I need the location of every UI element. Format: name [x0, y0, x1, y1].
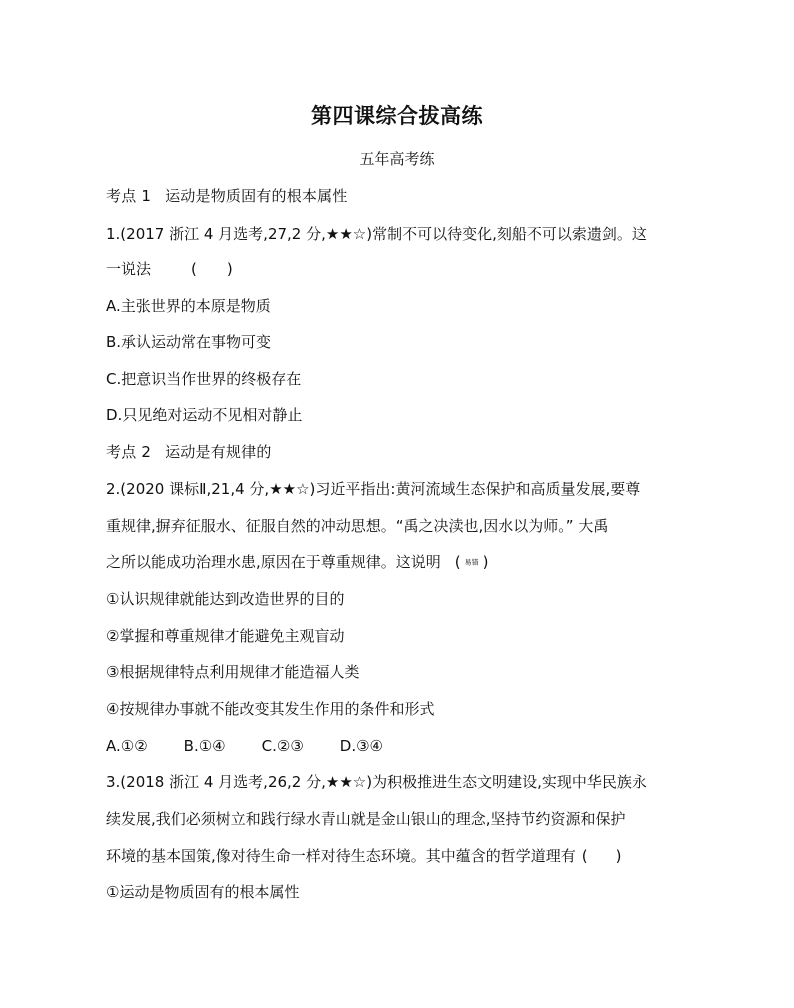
page-title: 第四课综合拔高练: [311, 104, 483, 128]
question-1-line-2: 一说法 ( ): [106, 260, 233, 278]
question-3-line-2: 续发展,我们必须树立和践行绿水青山就是金山银山的理念,坚持节约资源和保护: [106, 810, 626, 828]
question-2-line-2: 重规律,摒弃征服水、征服自然的冲动思想。“禹之决渎也,因水以为师。” 大禹: [106, 517, 609, 535]
question-3-line-3: 环境的基本国策,像对待生命一样对待生态环境。其中蕴含的哲学道理有 ( ): [106, 847, 622, 865]
choice-b: B.①④: [183, 737, 226, 755]
choice-c: C.②③: [261, 737, 304, 755]
answer-paren-open: (: [191, 260, 197, 278]
section-heading-1: [106, 186, 348, 206]
answer-paren-close: ): [226, 260, 233, 278]
question-2-line-3: 之所以能成功治理水患,原因在于尊重规律。这说明 ( 易错 ): [106, 553, 489, 571]
question-1-option-a: A.主张世界的本原是物质: [106, 297, 271, 315]
question-1-option-c: C.把意识当作世界的终极存在: [106, 370, 302, 388]
question-1-line-1: 1.(2017 浙江 4 月选考,27,2 分,★★☆)常制不可以待变化,刻船不可以索遗剑。这: [106, 225, 647, 243]
section-label: 考点 2: [106, 443, 152, 461]
question-1-option-d: D.只见绝对运动不见相对静止: [106, 406, 303, 424]
section-heading-2: [106, 442, 272, 462]
answer-paren-close: ): [615, 847, 622, 865]
question-2-item-2: ②掌握和尊重规律才能避免主观盲动: [106, 627, 345, 645]
question-2-item-1: ①认识规律就能达到改造世界的目的: [106, 590, 345, 608]
page-subtitle: 五年高考练: [359, 150, 435, 168]
section-text: 运动是有规律的: [165, 443, 272, 461]
question-3-item-1: ①运动是物质固有的根本属性: [106, 883, 300, 901]
answer-paren-open: (: [454, 553, 461, 571]
answer-paren-open: (: [581, 847, 588, 865]
error-prone-tag: 易错: [464, 558, 479, 567]
question-1-option-b: B.承认运动常在事物可变: [106, 333, 272, 351]
choice-a: A.①②: [106, 737, 148, 755]
section-label: 考点 1: [106, 187, 152, 205]
question-2-item-3: ③根据规律特点利用规律才能造福人类: [106, 663, 360, 681]
answer-paren-close: ): [482, 553, 489, 571]
question-2-line-1: 2.(2020 课标Ⅱ,21,4 分,★★☆)习近平指出:黄河流域生态保护和高质量发展,要尊: [106, 480, 641, 498]
choice-d: D.③④: [339, 737, 383, 755]
question-2-item-4: ④按规律办事就不能改变其发生作用的条件和形式: [106, 700, 435, 718]
question-2-choices: [106, 736, 383, 756]
question-3-line-1: 3.(2018 浙江 4 月选考,26,2 分,★★☆)为积极推进生态文明建设,实现中华民族永: [106, 773, 647, 791]
section-text: 运动是物质固有的根本属性: [165, 187, 348, 205]
